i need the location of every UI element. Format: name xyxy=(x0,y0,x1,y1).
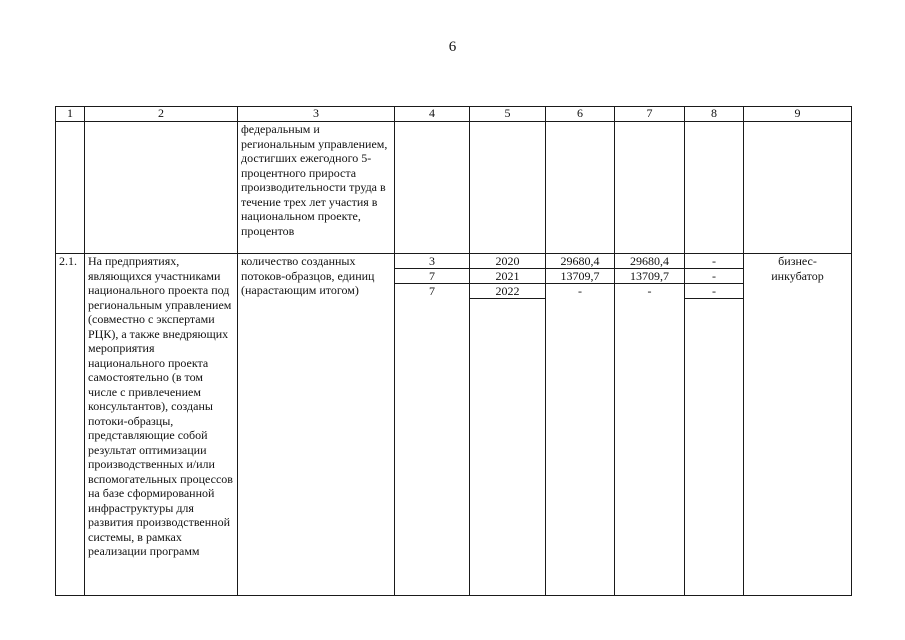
col7-subgrid xyxy=(615,254,684,298)
col8-subgrid xyxy=(685,254,743,299)
year-value: 2021 xyxy=(470,269,545,284)
amount-value: 29680,4 xyxy=(615,254,684,269)
cont-cell-5 xyxy=(470,122,546,254)
row-2-1 xyxy=(56,254,852,596)
amount-value: 13709,7 xyxy=(546,269,614,284)
dash-value: - xyxy=(685,269,743,284)
header-col-2: 2 xyxy=(85,107,238,122)
cont-cell-7 xyxy=(615,122,685,254)
header-col-5: 5 xyxy=(470,107,546,122)
header-col-7: 7 xyxy=(615,107,685,122)
header-col-1: 1 xyxy=(56,107,85,122)
row-indicator: количество созданных потоков-образцов, единиц (нарастающим итогом) xyxy=(238,254,395,596)
dash-value: - xyxy=(685,284,743,299)
col9-cell: бизнес-инкубатор xyxy=(744,254,852,596)
year-value: 2022 xyxy=(470,284,545,299)
dash-value: - xyxy=(685,254,743,269)
budget-table xyxy=(55,106,852,596)
year-value: 2020 xyxy=(470,254,545,269)
cont-cell-4 xyxy=(395,122,470,254)
col5-cell xyxy=(470,254,546,596)
amount-value: - xyxy=(578,284,582,298)
col4-subgrid xyxy=(395,254,469,298)
col6-subgrid xyxy=(546,254,614,298)
header-col-3: 3 xyxy=(238,107,395,122)
cont-cell-1 xyxy=(56,122,85,254)
col4-value: 7 xyxy=(395,269,469,284)
header-col-4: 4 xyxy=(395,107,470,122)
col6-cell xyxy=(546,254,615,596)
cont-cell-6 xyxy=(546,122,615,254)
col8-cell xyxy=(685,254,744,596)
amount-value: - xyxy=(647,284,652,298)
col7-cell xyxy=(615,254,685,596)
header-col-6: 6 xyxy=(546,107,615,122)
header-col-9: 9 xyxy=(744,107,852,122)
cont-cell-9 xyxy=(744,122,852,254)
col4-cell xyxy=(395,254,470,596)
row-number: 2.1. xyxy=(56,254,85,596)
row-description: На предприятиях, являющихся участниками национального проекта под региональным управлением (совместно с экспертами РЦК), а также внедряющих мероприятия национального проекта самостоятельно (в том числе с привлечением консультантов), созданы потоки-образцы, представляющие собой результат оптимизации производственных и/или вспомогательных процессов на базе сформированной инфраструктуры для развития производственной системы, в рамках реализации программ xyxy=(85,254,238,596)
continuation-row xyxy=(56,122,852,254)
amount-value: 29680,4 xyxy=(546,254,614,269)
cont-cell-8 xyxy=(685,122,744,254)
amount-value: 13709,7 xyxy=(615,269,684,284)
cont-cell-2 xyxy=(85,122,238,254)
header-col-8: 8 xyxy=(685,107,744,122)
cont-indicator-text: федеральным и региональным управлением, достигших ежегодного 5-процентного прироста производительности труда в течение трех лет участия в национальном проекте, процентов xyxy=(238,122,395,254)
col5-subgrid xyxy=(470,254,545,299)
header-row xyxy=(56,107,852,122)
col4-value: 3 xyxy=(395,254,469,269)
page-number: 6 xyxy=(448,39,457,55)
col4-value: 7 xyxy=(429,284,435,298)
